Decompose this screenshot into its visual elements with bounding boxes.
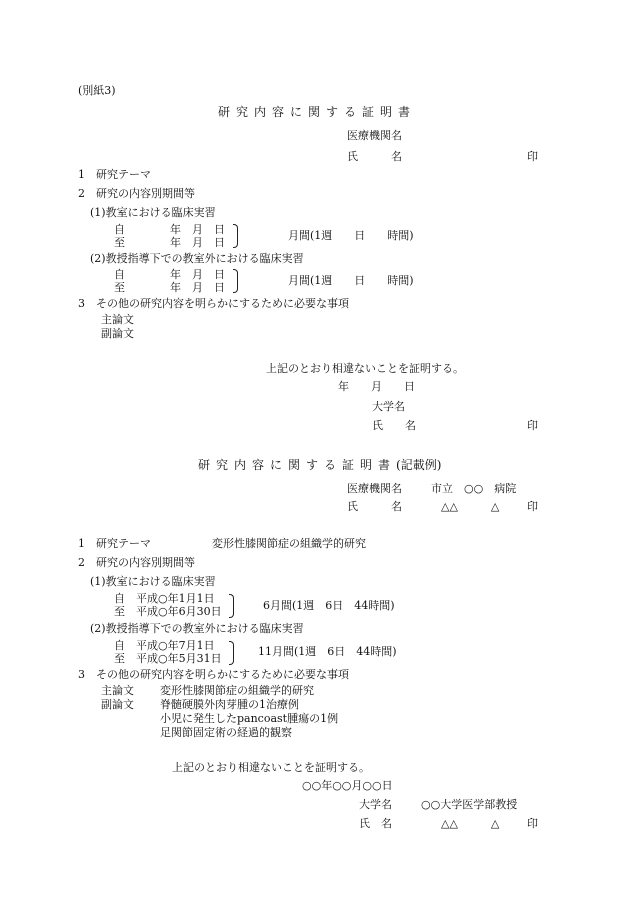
ex-item-research-theme: 1 研究テーマ [78,537,151,550]
date-range-bracket [229,641,234,665]
ex-name-value: △△ △ [441,500,500,513]
name-label: 氏 名 [347,150,402,163]
seal-mark: 印 [527,150,538,163]
ex-name-value-2: △△ △ [441,817,500,830]
ex-sub2-from: 自 平成○年7月1日 [114,639,215,652]
ex-sub2-period: 11月間(1週 6日 44時間) [258,645,397,658]
ex-university-value: ○○大学医学部教授 [421,798,518,811]
ex-institution-label: 医療機関名 [347,482,402,495]
item-research-period: 2 研究の内容別期間等 [78,187,195,200]
university-label: 大学名 [372,400,405,413]
main-paper-label: 主論文 [101,313,134,326]
sub-item-clinical-outside: (2)教授指導下での教室外における臨床実習 [90,252,304,265]
ex-date: ○○年○○月○○日 [302,779,393,792]
period-blank: 月間(1週 日 時間) [288,274,414,287]
item-other-content: 3 その他の研究内容を明らかにするために必要な事項 [78,297,349,310]
date-range-bracket [233,224,238,248]
appendix-label: (別紙3) [78,84,116,97]
date-blank: 年 月 日 [338,380,415,393]
to-date-blank: 年 月 日 [170,281,225,294]
ex-institution-value: 市立 ○○ 病院 [431,482,517,495]
to-date-blank: 年 月 日 [170,236,225,249]
ex-theme-value: 変形性膝関節症の組織学的研究 [212,537,366,550]
seal-mark-2: 印 [527,419,538,432]
ex-sub-item-clinical-in-dept: (1)教室における臨床実習 [90,575,216,588]
date-range-bracket [229,594,234,618]
ex-main-paper-label: 主論文 [101,684,134,697]
ex-university-label: 大学名 [359,798,392,811]
ex-sub1-period: 6月間(1週 6日 44時間) [263,599,395,612]
ex-name-label: 氏 名 [347,500,402,513]
example-title-main: 研究内容に関する証明書 [198,458,397,472]
to-label: 至 [114,281,125,294]
ex-item-other-content: 3 その他の研究内容を明らかにするために必要な事項 [78,668,349,681]
certify-statement: 上記のとおり相違ないことを証明する。 [266,362,464,375]
from-label: 自 [114,268,125,281]
from-date-blank: 年 月 日 [170,223,225,236]
sub-paper-label: 副論文 [101,327,134,340]
example-title-suffix: (記載例) [396,458,442,472]
example-title [198,458,441,472]
ex-sub1-to: 至 平成○年6月30日 [114,605,222,618]
institution-label: 医療機関名 [347,129,402,142]
ex-sub1-from: 自 平成○年1月1日 [114,592,215,605]
period-blank: 月間(1週 日 時間) [288,229,414,242]
ex-sub-paper-title: 脊髄硬膜外肉芽腫の1治療例 [160,698,299,711]
ex-certify-statement: 上記のとおり相違ないことを証明する。 [172,761,370,774]
name-label-2: 氏 名 [372,419,416,432]
from-label: 自 [114,223,125,236]
ex-seal-mark-2: 印 [527,817,538,830]
ex-sub2-to: 至 平成○年5月31日 [114,652,222,665]
ex-item-research-period: 2 研究の内容別期間等 [78,556,195,569]
from-date-blank: 年 月 日 [170,268,225,281]
to-label: 至 [114,236,125,249]
date-range-bracket [233,269,238,293]
ex-sub-paper-label: 副論文 [101,698,134,711]
form-title: 研究内容に関する証明書 [218,105,417,119]
ex-sub-item-clinical-outside: (2)教授指導下での教室外における臨床実習 [90,622,304,635]
ex-name-label-2: 氏 名 [359,817,392,830]
ex-sub-paper-title: 小児に発生したpancoast腫瘍の1例 [160,712,339,725]
item-research-theme: 1 研究テーマ [78,168,151,181]
ex-sub-paper-title: 足関節固定術の経過的観察 [160,726,292,739]
ex-seal-mark: 印 [527,500,538,513]
sub-item-clinical-in-dept: (1)教室における臨床実習 [90,206,216,219]
ex-main-paper-title: 変形性膝関節症の組織学的研究 [160,684,314,697]
